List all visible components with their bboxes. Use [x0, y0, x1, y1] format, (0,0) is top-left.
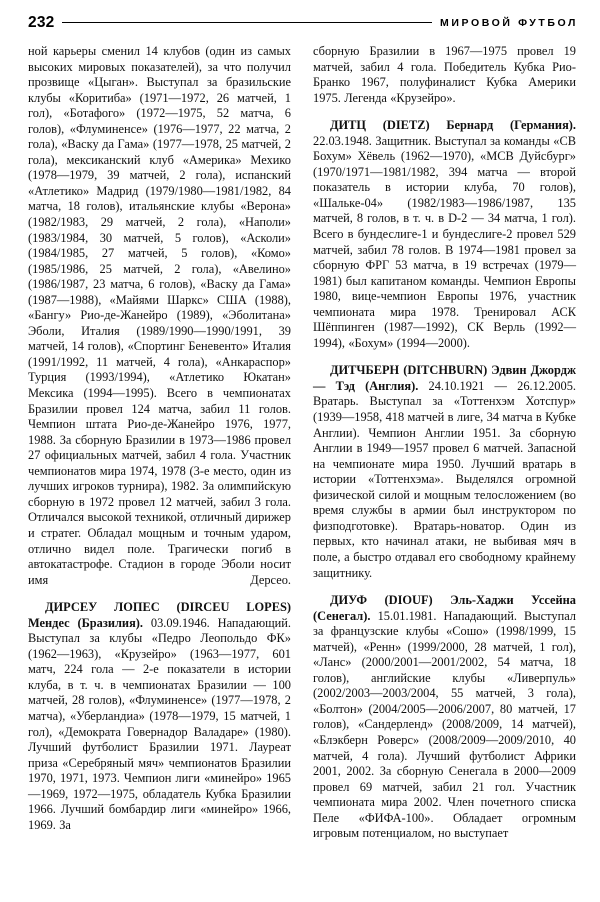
- entry-dirceu-lopes: [28, 600, 291, 833]
- entry-headword: ДИРСЕУ ЛОПЕС (DIRCEU LOPES) Мендес (Бразилия).: [28, 600, 291, 630]
- running-head-title: МИРОВОЙ ФУТБОЛ: [439, 17, 578, 29]
- entry-headword: ДИУФ (DIOUF) Эль-Хаджи Уссейна (Сенегал).: [313, 593, 576, 623]
- paragraph-continued-left: ной карьеры сменил 14 клубов (один из самых высоких мировых показателей), за что получил прозвище «Цыган». Выступал за бразильские клубы «Коритиба» (1971—1972, 26 матчей, 1 гол), «Ботафого» (1972—1975, 52 матча, 6 голов), «Флуминенсе» (1976—1977, 22 матча, 2 гола), «Васку да Гама» (1977—1978, 25 матчей, 2 гола), мексиканский клуб «Америка» Мехико (1978—1979, 39 матчей, 2 гола), испанский «Атлетико» Мадрид (1979/1980—1981/1982, 84 матча, 18 голов), итальянские клубы «Верона» (1982/1983, 29 матчей, 2 гола), «Наполи» (1983/1984, 30 матчей, 5 голов), «Асколи» (1984/1985, 27 матчей, 5 голов), «Комо» (1985/1986, 25 матчей, 2 гола), «Авелино» (1986/1987, 23 матча, 6 голов), «Васку да Гама» (1987—1988), «Майями Шаркс» США (1988), «Бангу» Рио-де-Жанейро (1989), «Эболитана» Эболи, Италия (1989/1990—1990/1991, 39 матчей, 14 голов), «Спортинг Беневенто» Италия (1991/1992, 11 матчей, 4 гола), «Анкараспор» Турция (1993/1994), «Атлетико Юкатан» Мексика (1994—1995). Всего в чемпионатах Бразилии провел 124 матча, забил 11 голов. Чемпион штата Рио-де-Жанейро 1976, 1977, 1988. За сборную Бразилии в 1973—1986 провел 27 официальных матчей, забил 4 гола. Участник чемпионатов мира 1974, 1978 (3-е место, один из лучших игроков турнира), 1982. За олимпийскую сборную в 1972 провел 12 матчей, забил 3 гола. Отличался высокой техникой, отличный дирижер и стратег. Обладал мощным и точным ударом, отлично видел поле. Трагически погиб в автокатастрофе. Стадион в городе Эболи носит имя Дерсео.: [28, 44, 291, 587]
- body-columns: [28, 44, 576, 896]
- page-number: 232: [28, 14, 55, 32]
- entry-headword: ДИТЧБЕРН (DITCHBURN) Эдвин Джордж — Тэд (Англия).: [313, 363, 576, 393]
- entry-diouf: [313, 593, 576, 842]
- entry-body: 15.01.1981. Нападающий. Выступал за французские клубы «Сошо» (1998/1999, 15 матчей), «Ренн» (1999/2000, 28 матчей, 1 гол), «Ланс» (2000/2001—2001/2002, 54 матча, 18 голов), английские клубы «Ливерпуль» (2002/2003—2003/2004, 55 матчей, 3 гола), «Болтон» (2004/2005—2006/2007, 80 матчей, 17 голов), «Сандерленд» (2008/2009, 14 матчей), «Блэкберн Роверс» (2008/2009—2009/2010, 40 матчей, 4 гола). Лучший футболист Африки 2001, 2002. За сборную Сенегала в 2000—2009 провел 69 матчей, забил 21 гол. Участник чемпионата мира 2002. Член почетного списка Пеле «ФИФА-100». Обладает огромным игровым потенциалом, но выступает: [313, 608, 576, 841]
- entry-body: 03.09.1946. Нападающий. Выступал за клубы «Педро Леопольдо ФК» (1962—1963), «Крузейро» (1963—1977, 601 матч, 224 гола — 2-е показатели в истории клуба, в т. ч. в чемпионатах Бразилии — 100 матчей, 28 голов), «Флуминенсе» (1977—1978, 2 матча), «Уберландиа» (1978—1979, 15 матчей, 1 гол), «Демократа Говернадор Валадаре» (1980). Лучший футболист Бразилии 1971. Лауреат приза «Серебряный мяч» чемпионатов Бразилии 1970, 1971, 1973. Чемпион лиги «минейро» 1965—1969, 1972—1975, обладатель Кубка Бразилии 1966. Лучший бомбардир лиги «минейро» 1966, 1969. За: [28, 615, 291, 832]
- entry-body: 22.03.1948. Защитник. Выступал за команды «СВ Бохум» Хёвель (1962—1970), «МСВ Дуйсбург» (1970/1971—1981/1982, 394 матча — второй показатель в истории клуба, 70 голов), «Шальке-04» (1982/1983—1986/1987, 135 матчей, 8 голов, в т. ч. в D-2 — 34 матча, 1 гол). Всего в бундеслиге-1 и бундеслиге-2 провел 529 матчей, забил 78 голов. В 1974—1981 провел за сборную ФРГ 53 матча, в 19 встречах (1979—1981) был капитаном команды. Чемпион Европы 1980, вице-чемпион Европы 1976, участник чемпионата мира 1978. Тренировал АСК Шёппинген (1987—1992), СК Верль (1992—1994), «Бохум» (1994—2000).: [313, 133, 576, 350]
- entry-headword: ДИТЦ (DIETZ) Бернард (Германия).: [330, 118, 576, 133]
- left-column: [28, 44, 291, 896]
- entry-ditchburn: [313, 363, 576, 581]
- header-rule: [62, 22, 432, 23]
- entry-dietz: [313, 118, 576, 351]
- right-column: [313, 44, 576, 896]
- running-head: [28, 12, 578, 34]
- paragraph-continued-right: сборную Бразилии в 1967—1975 провел 19 матчей, забил 4 гола. Победитель Кубка Рио-Бранко 1967, полуфиналист Кубка Америки 1975. Легенда «Крузейро».: [313, 44, 576, 105]
- entry-body: 24.10.1921 — 26.12.2005. Вратарь. Выступал за «Тоттенхэм Хотспур» (1939—1958, 418 матчей в лиге, 34 матча в Кубке Англии). Чемпион Англии 1951. За сборную Англии в 1949—1957 провел 6 матчей. Запасной на чемпионате мира 1950. Лучший вратарь в истории «Тоттенхэма». Выделялся огромной физической силой и мощным телосложением (во время службы в армии был инструктором по физподготовке). Вратарь-новатор. Один из первых, кто начинал атаки, не выбивая мяч в поле, а быстро отдавал его свободному крайнему защитнику.: [313, 378, 576, 580]
